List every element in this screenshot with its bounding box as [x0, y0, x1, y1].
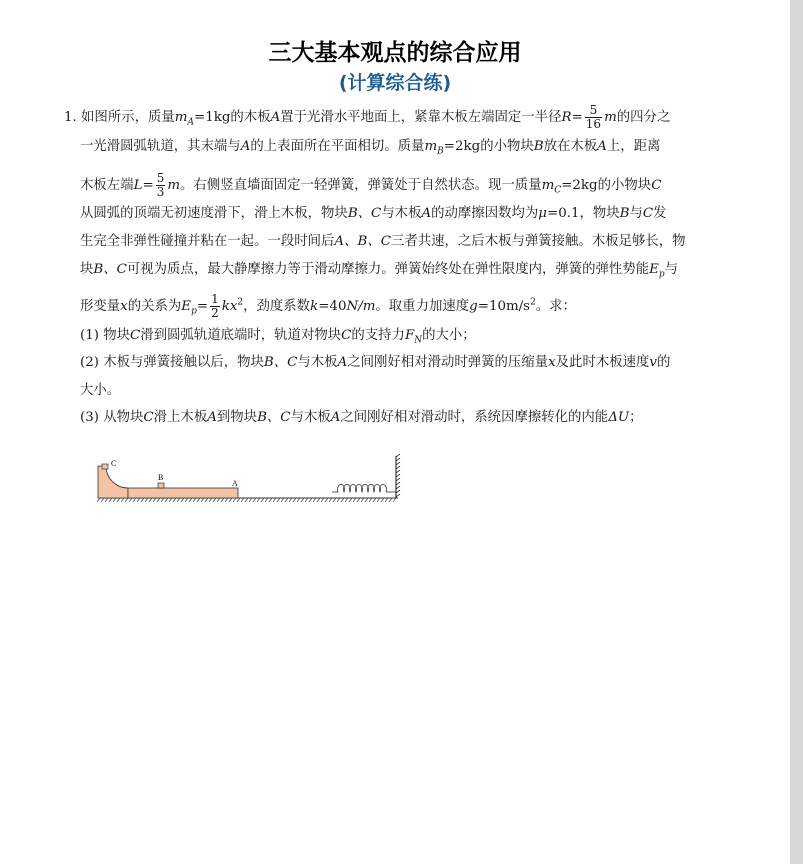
ground-hatch-mark — [269, 498, 272, 502]
block-c — [102, 464, 108, 469]
ground-hatch-mark — [109, 498, 112, 502]
ground-hatch-mark — [361, 498, 364, 502]
page-subtitle: (计算综合练) — [338, 72, 452, 94]
ground-hatch-mark — [173, 498, 176, 502]
ground-hatch-mark — [281, 498, 284, 502]
ground-hatch-mark — [153, 498, 156, 502]
question-3: (3) 从物块C滑上木板A到物块B、C与木板A之间刚好相对滑动时，系统因摩擦转化的内能ΔU； — [80, 410, 643, 425]
ground-hatch-mark — [301, 498, 304, 502]
ground-hatch-mark — [353, 498, 356, 502]
spring — [332, 484, 396, 492]
ground-hatch-mark — [249, 498, 252, 502]
ground-hatch-mark — [305, 498, 308, 502]
ground-hatch-mark — [277, 498, 280, 502]
problem-line-1: 1. 如图所示，质量$m_A=1kg$的木板A置于光滑水平地面上，紧靠木板左端固定一半径R= $\frac{5}{16}$ m的四分之 — [64, 103, 671, 131]
ground-hatch-mark — [133, 498, 136, 502]
ground-hatch-mark — [181, 498, 184, 502]
ground-hatch-mark — [389, 498, 392, 502]
ground-hatch-mark — [233, 498, 236, 502]
label-c: C — [111, 459, 117, 468]
ground-hatch-mark — [161, 498, 164, 502]
ground-hatch-mark — [285, 498, 288, 502]
ground-hatch-mark — [129, 498, 132, 502]
page-title: 三大基本观点的综合应用 — [268, 40, 522, 66]
ground-hatch-mark — [293, 498, 296, 502]
ground-hatch-mark — [141, 498, 144, 502]
block-b — [158, 483, 164, 488]
ground-hatch-mark — [113, 498, 116, 502]
ground-hatch-mark — [357, 498, 360, 502]
ground-hatch-mark — [369, 498, 372, 502]
ground-hatch-mark — [273, 498, 276, 502]
ground-hatch-mark — [201, 498, 204, 502]
ground-hatch-mark — [381, 498, 384, 502]
ground-hatch-mark — [197, 498, 200, 502]
ground-hatch-mark — [185, 498, 188, 502]
ground-hatch-mark — [257, 498, 260, 502]
ground-hatch-mark — [229, 498, 232, 502]
ground-hatch-mark — [365, 498, 368, 502]
problem-line-4: 从圆弧的顶端无初速度滑下，滑上木板，物块B、C与木板A的动摩擦因数均为μ=0.1，物块B与C发 — [80, 206, 667, 221]
ground-hatch-mark — [329, 498, 332, 502]
ground-hatch-mark — [393, 498, 396, 502]
ground-hatch-mark — [333, 498, 336, 502]
ground-hatch-mark — [325, 498, 328, 502]
label-b: B — [158, 473, 164, 482]
ground-hatch-mark — [245, 498, 248, 502]
ground-hatch-mark — [385, 498, 388, 502]
ground-hatch-mark — [297, 498, 300, 502]
problem-line-6: 块B、C可视为质点，最大静摩擦力等于滑动摩擦力。弹簧始终处在弹性限度内，弹簧的弹性势能$E_p$与 — [80, 262, 679, 280]
board-a — [128, 488, 238, 498]
problem-line-2: 一光滑圆弧轨道，其末端与A的上表面所在平面相切。质量$m_B=2kg$的小物块B放在木板A上，距离 — [80, 139, 661, 157]
fraction-half: $\frac{1}{2}$ — [211, 292, 219, 320]
ground-hatch-mark — [241, 498, 244, 502]
ground-hatch-mark — [209, 498, 212, 502]
wall-hatch-mark — [396, 454, 400, 457]
ground-hatch-mark — [337, 498, 340, 502]
ground-hatch — [97, 498, 398, 502]
ground-hatch-mark — [321, 498, 324, 502]
ground-hatch-mark — [121, 498, 124, 502]
ground-hatch-mark — [261, 498, 264, 502]
ground-hatch-mark — [265, 498, 268, 502]
ground-hatch-mark — [253, 498, 256, 502]
ground-hatch-mark — [213, 498, 216, 502]
ground-hatch-mark — [189, 498, 192, 502]
ground-hatch-mark — [349, 498, 352, 502]
ground-hatch-mark — [289, 498, 292, 502]
question-2-cont: 大小。 — [80, 383, 121, 398]
ground-hatch-mark — [177, 498, 180, 502]
ground-hatch-mark — [345, 498, 348, 502]
ground-hatch-mark — [373, 498, 376, 502]
fraction-r: $\frac{5}{16}$ — [585, 103, 602, 131]
ground-hatch-mark — [97, 498, 100, 502]
ground-hatch-mark — [193, 498, 196, 502]
scrollbar[interactable] — [790, 0, 803, 864]
ground-hatch-mark — [101, 498, 104, 502]
ground-hatch-mark — [145, 498, 148, 502]
fraction-l: $\frac{5}{3}$ — [156, 171, 165, 199]
problem-line-7: 形变量x的关系为$E_p=$ $\frac{1}{2}$ $kx^2$，劲度系数k=40N/m。取重力加速度$g=10m/s^2$。求： — [80, 292, 576, 320]
ground-hatch-mark — [225, 498, 228, 502]
ground-hatch-mark — [105, 498, 108, 502]
wall — [396, 454, 400, 498]
ground-hatch-mark — [125, 498, 128, 502]
ground-hatch-mark — [237, 498, 240, 502]
ground-hatch-mark — [309, 498, 312, 502]
ground-hatch-mark — [157, 498, 160, 502]
problem-line-3: 木板左端L= $\frac{5}{3}$ m。右侧竖直墙面固定一轻弹簧，弹簧处于自然状态。现一质量$m_C=2kg$的小物块C — [80, 171, 662, 199]
label-a: A — [232, 479, 238, 488]
ground-hatch-mark — [137, 498, 140, 502]
ground-hatch-mark — [165, 498, 168, 502]
ground-hatch-mark — [377, 498, 380, 502]
ground-hatch-mark — [341, 498, 344, 502]
ground-hatch-mark — [313, 498, 316, 502]
physics-diagram — [94, 452, 406, 506]
question-2: (2) 木板与弹簧接触以后，物块B、C与木板A之间刚好相对滑动时弹簧的压缩量x及此时木板速度v的 — [80, 355, 671, 370]
question-1: (1) 物块C滑到圆弧轨道底端时，轨道对物块C的支持力$F_N$的大小； — [80, 328, 476, 346]
arc-track — [98, 466, 128, 498]
problem-line-5: 生完全非弹性碰撞并粘在一起。一段时间后A、B、C三者共速，之后木板与弹簧接触。木板足够长，物 — [80, 234, 686, 249]
ground-hatch-mark — [221, 498, 224, 502]
ground-hatch-mark — [169, 498, 172, 502]
ground-hatch-mark — [117, 498, 120, 502]
ground-hatch-mark — [317, 498, 320, 502]
ground-hatch-mark — [205, 498, 208, 502]
ground-hatch-mark — [149, 498, 152, 502]
ground-hatch-mark — [217, 498, 220, 502]
